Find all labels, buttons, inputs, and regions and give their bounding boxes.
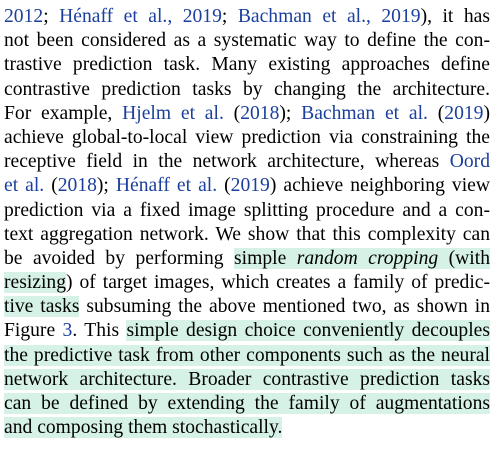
- citation-link[interactable]: Hénaff et al.: [115, 175, 218, 197]
- citation-link[interactable]: Hénaff et al., 2019: [59, 6, 222, 27]
- text-run: ;: [221, 6, 238, 27]
- text-run: ): [483, 102, 490, 124]
- text-line-12: [4, 271, 490, 295]
- highlighted-text: can be defined by extending the family of augmentations: [4, 393, 490, 414]
- text-run: );: [279, 102, 302, 124]
- citation-link[interactable]: Oord: [449, 151, 490, 173]
- text-line-9: prediction via a fixed image splitting procedure and a con-: [4, 199, 490, 221]
- text-run: ) achieve neighboring view: [269, 175, 490, 197]
- text-line-8: [4, 174, 490, 198]
- citation-link[interactable]: Bachman et al.: [301, 102, 428, 124]
- citation-link[interactable]: Bachman et al., 2019: [237, 6, 421, 27]
- text-run: );: [96, 175, 116, 197]
- citation-link[interactable]: 2018: [240, 102, 280, 124]
- text-line-13: [4, 295, 490, 319]
- text-line-5: [4, 102, 490, 126]
- text-line-15: [4, 344, 490, 368]
- text-line-11: [4, 247, 490, 271]
- text-run: For example,: [4, 102, 123, 124]
- text-run: ), it has: [420, 6, 490, 27]
- highlighted-text: simple design choice conveniently decouples: [126, 320, 490, 342]
- text-line-4: contrastive prediction tasks by changing the architecture.: [4, 78, 490, 100]
- citation-link[interactable]: 2018: [57, 175, 97, 197]
- highlighted-text: simple: [234, 247, 297, 269]
- text-run: ) of target images, which creates a family of predic-: [66, 272, 490, 294]
- highlighted-text: and composing them stochastically.: [4, 417, 283, 439]
- text-run: ;: [43, 6, 60, 27]
- text-line-1: [4, 5, 490, 29]
- citation-link[interactable]: 2019: [230, 175, 270, 197]
- highlighted-italic-text: random cropping: [296, 247, 439, 269]
- citation-link[interactable]: et al.: [4, 175, 45, 197]
- text-line-10: text aggregation network. We show that this complexity can: [4, 223, 490, 245]
- text-run: subsuming the above mentioned two, as shown in: [79, 296, 490, 318]
- highlighted-text: tive tasks: [4, 296, 80, 318]
- text-line-16: [4, 368, 490, 392]
- text-line-7: [4, 150, 490, 174]
- text-run: be avoided by performing: [4, 247, 235, 269]
- text-run: receptive field in the network architecture, whereas: [4, 151, 450, 173]
- text-run: Figure: [4, 320, 63, 342]
- text-run: (: [223, 102, 241, 124]
- paper-paragraph: [4, 5, 490, 440]
- text-line-18: [4, 416, 490, 440]
- text-run: (: [217, 175, 231, 197]
- text-run: (: [427, 102, 445, 124]
- highlighted-text: network architecture. Broader contrastive prediction tasks: [4, 368, 490, 390]
- highlighted-text: the predictive task from other components such as the neural: [4, 344, 490, 366]
- text-line-17: [4, 392, 490, 416]
- highlighted-text: (with: [438, 247, 490, 269]
- text-line-6: achieve global-to-local view prediction via constraining the: [4, 126, 490, 148]
- text-run: . This: [72, 320, 127, 342]
- text-run: (: [44, 175, 58, 197]
- highlighted-text: resizing: [4, 272, 67, 294]
- text-line-14: [4, 319, 490, 343]
- citation-link[interactable]: 2019: [444, 102, 484, 124]
- text-line-3: trastive prediction task. Many existing approaches define: [4, 54, 490, 76]
- citation-link[interactable]: 2012: [4, 6, 44, 27]
- figure-reference-link[interactable]: 3: [62, 320, 73, 342]
- citation-link[interactable]: Hjelm et al.: [122, 102, 224, 124]
- text-line-2: not been considered as a systematic way to define the con-: [4, 30, 490, 52]
